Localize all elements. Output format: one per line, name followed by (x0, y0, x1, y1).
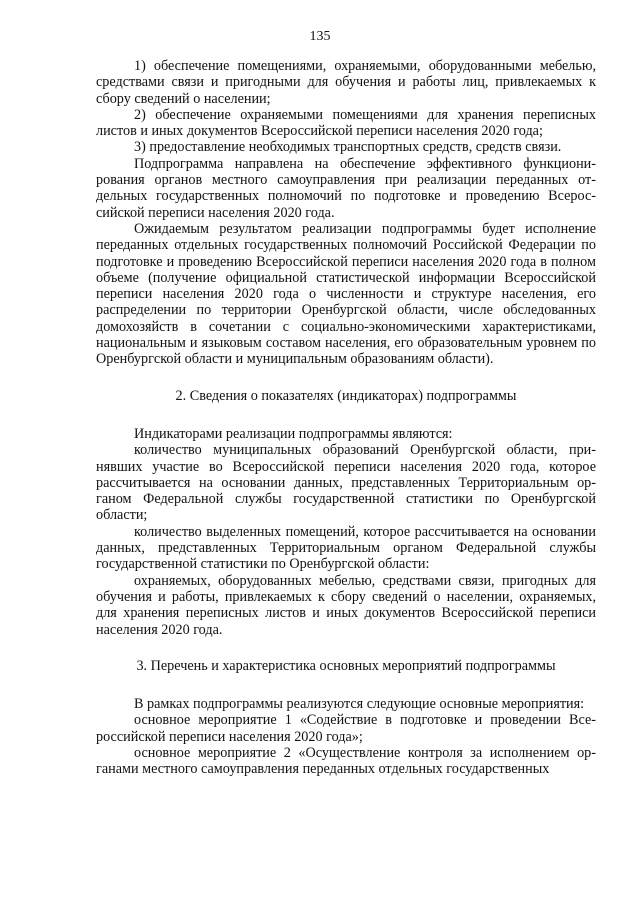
paragraph: Индикаторами реализации подпрограммы являются: (134, 425, 453, 442)
paragraph: 2) обеспечение охраняемыми помещениями для хранения переписных листов и иных документов Всероссийской переписи населения 2020 года; (96, 106, 596, 140)
paragraph: В рамках подпрограммы реализуются следующие основные мероприятия: (134, 696, 585, 713)
paragraph: 3) предоставление необходимых транспортных средств, средств связи. (134, 139, 562, 156)
paragraph: охраняемых, оборудованных мебелью, средствами связи, пригодных для обучения и работы, привлекаемых к сбору сведений о населении, охраняемых, для хранения переписных листов и иных документов Всероссийской переписи населения 2020 года. (96, 572, 596, 638)
paragraph: основное мероприятие 2 «Осуществление контроля за исполнением органами местного самоуправления переданных отдельных государственных (96, 744, 596, 778)
page-number: 135 (309, 29, 331, 44)
paragraph: количество муниципальных образований Оренбургской области, принявших участие во Всероссийской переписи населения 2020 года, которое рассчитывается на основании данных, представленных Территориальным органом Федеральной службы государственной статистики по Оренбургской области; (96, 442, 596, 524)
document-body (96, 58, 596, 778)
paragraph: основное мероприятие 1 «Содействие в подготовке и проведении Всероссийской переписи населения 2020 года»; (96, 712, 596, 745)
paragraph: Ожидаемым результатом реализации подпрограммы будет исполнение переданных отдельных государственных полномочий Российской Федерации по подготовке и проведению Всероссийской переписи населения 2020 года в полном объеме (получение официальной статистической информации Всероссийской переписи населения 2020 года о численности и структуре населения, его распределении по территории Оренбургской области, числе обследованных домохозяйств в сочетании с социально-экономическими характеристиками, национальным и языковым составом населения, его образовательным уровнем по Оренбургской области и муниципальным образованиям области). (96, 220, 596, 368)
section-3-heading: 3. Перечень и характеристика основных мероприятий подпрограммы (136, 657, 556, 674)
paragraph: количество выделенных помещений, которое рассчитывается на основании данных, представленных Территориальным органом Федеральной службы государственной статистики по Оренбургской области: (96, 523, 596, 573)
section-2-heading: 2. Сведения о показателях (индикаторах) подпрограммы (175, 387, 517, 404)
paragraph: Подпрограмма направлена на обеспечение эффективного функционирования органов местного самоуправления при реализации переданных отдельных государственных полномочий по подготовке и проведению Всероссийской переписи населения 2020 года. (96, 155, 596, 221)
paragraph: 1) обеспечение помещениями, охраняемыми, оборудованными мебелью, средствами связи и пригодными для обучения и работы лиц, привлекаемых к сбору сведений о населении; (96, 58, 596, 107)
